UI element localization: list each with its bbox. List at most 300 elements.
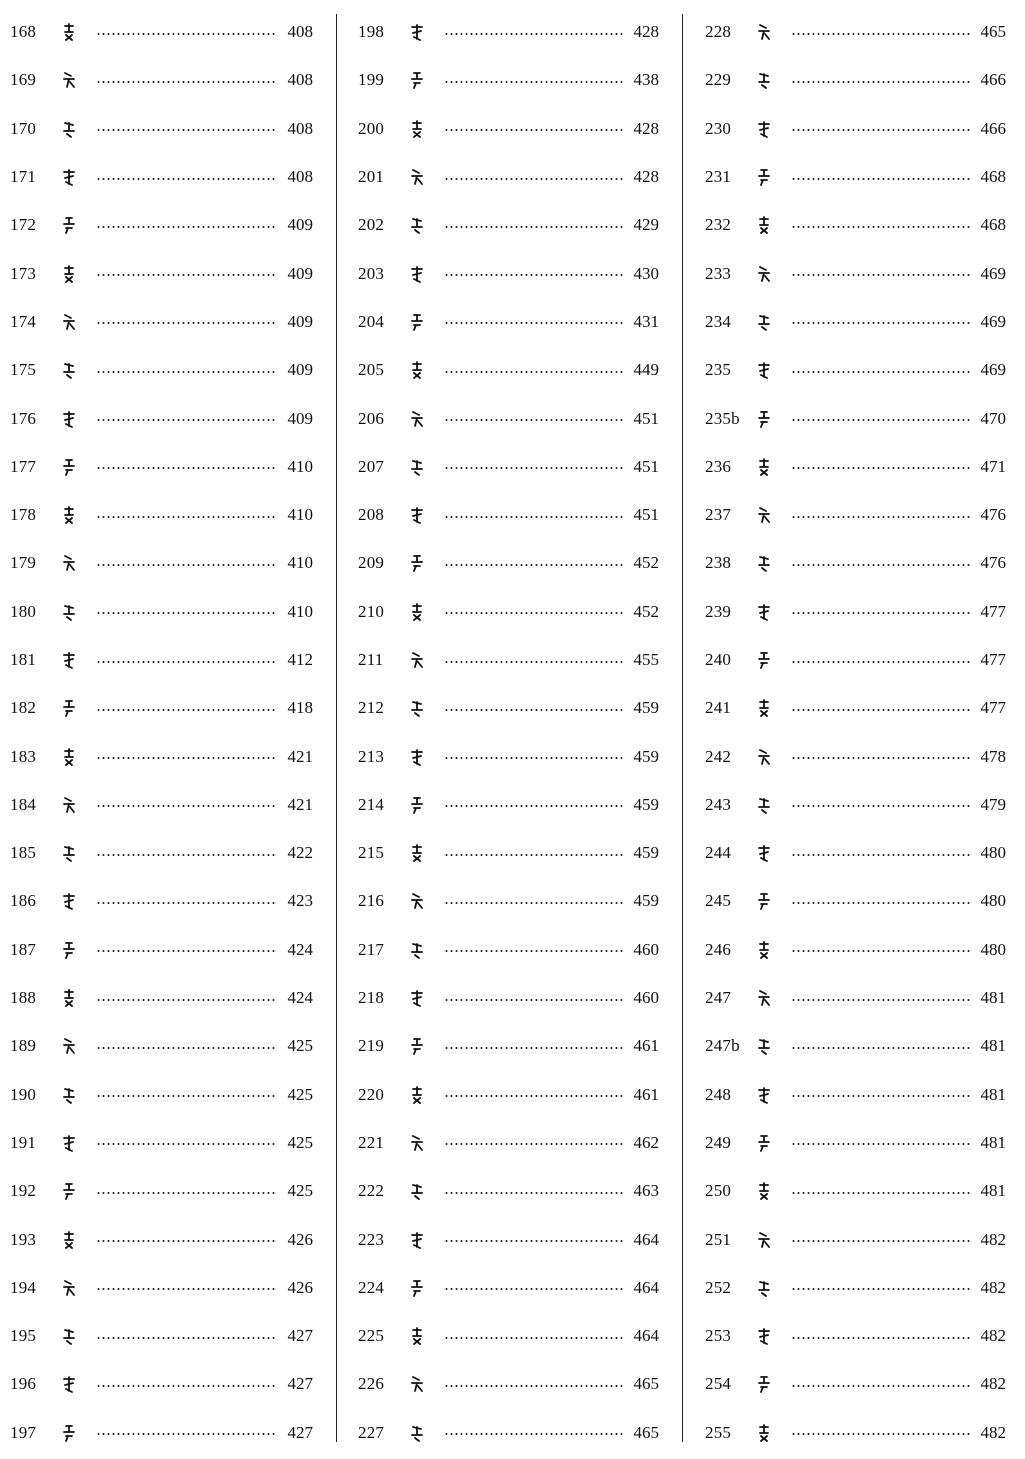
- dot-leader: [96, 33, 277, 35]
- page-number: 462: [633, 1132, 659, 1152]
- page-number: 469: [980, 360, 1006, 380]
- page-number: 409: [287, 263, 313, 283]
- index-entry: [358, 877, 659, 925]
- script-character-icon: [410, 1134, 444, 1152]
- dot-leader: [791, 757, 970, 759]
- entry-number: 236: [705, 456, 732, 476]
- script-character-icon: [757, 892, 791, 910]
- page-number: 428: [633, 118, 659, 138]
- entry-number: 179: [10, 553, 37, 573]
- script-character-icon: [410, 1231, 444, 1249]
- page-number: 482: [980, 1374, 1006, 1394]
- page-number: 481: [980, 1181, 1006, 1201]
- page-number: 451: [633, 505, 659, 525]
- script-character-icon: [410, 216, 444, 234]
- page-number: 461: [633, 1036, 659, 1056]
- index-entry: [358, 249, 659, 297]
- entry-number: 252: [705, 1277, 732, 1297]
- entry-number: 193: [10, 1229, 37, 1249]
- index-entry: [10, 8, 313, 56]
- script-character-icon: [757, 71, 791, 89]
- dot-leader: [444, 1288, 623, 1290]
- script-character-icon: [62, 410, 96, 428]
- dot-leader: [791, 1288, 970, 1290]
- index-entry: [10, 588, 313, 636]
- script-character-icon: [410, 71, 444, 89]
- dot-leader: [96, 81, 277, 83]
- page-number: 464: [633, 1326, 659, 1346]
- page-number: 460: [633, 939, 659, 959]
- script-character-icon: [62, 1037, 96, 1055]
- entry-number: 251: [705, 1229, 732, 1249]
- script-character-icon: [410, 1375, 444, 1393]
- dot-leader: [791, 81, 970, 83]
- index-entry: [358, 443, 659, 491]
- script-character-icon: [62, 313, 96, 331]
- entry-number: 249: [705, 1132, 732, 1152]
- dot-leader: [791, 274, 970, 276]
- entry-number: 247: [705, 988, 732, 1008]
- script-character-icon: [62, 23, 96, 41]
- page-number: 412: [287, 650, 313, 669]
- index-entry: [358, 56, 659, 104]
- entry-number: 208: [358, 505, 385, 525]
- page-number: 430: [633, 263, 659, 283]
- dot-leader: [444, 1095, 623, 1097]
- page-number: 427: [287, 1374, 313, 1394]
- page-number: 418: [287, 698, 313, 718]
- page-number: 482: [980, 1422, 1006, 1442]
- entry-number: 181: [10, 650, 37, 669]
- index-entry: [358, 829, 659, 877]
- column-divider-2: [682, 14, 683, 1442]
- page-number: 482: [980, 1277, 1006, 1297]
- entry-number: 215: [358, 843, 385, 863]
- index-entry: [358, 684, 659, 732]
- page-number: 464: [633, 1277, 659, 1297]
- page-number: 421: [287, 794, 313, 814]
- dot-leader: [791, 1192, 970, 1194]
- index-entry: [705, 974, 1006, 1022]
- script-character-icon: [410, 458, 444, 476]
- dot-leader: [791, 999, 970, 1001]
- index-entry: [705, 781, 1006, 829]
- entry-number: 210: [358, 601, 385, 621]
- index-entry: [705, 1071, 1006, 1119]
- dot-leader: [791, 419, 970, 421]
- page-number: 425: [287, 1084, 313, 1104]
- dot-leader: [96, 950, 277, 952]
- dot-leader: [791, 1047, 970, 1049]
- script-character-icon: [410, 844, 444, 862]
- script-character-icon: [757, 23, 791, 41]
- dot-leader: [791, 805, 970, 807]
- script-character-icon: [62, 892, 96, 910]
- index-entry: [358, 974, 659, 1022]
- script-character-icon: [757, 216, 791, 234]
- script-character-icon: [62, 1134, 96, 1152]
- page-number: 481: [980, 1084, 1006, 1104]
- dot-leader: [791, 854, 970, 856]
- entry-number: 201: [358, 167, 385, 187]
- script-character-icon: [410, 941, 444, 959]
- index-entry: [705, 539, 1006, 587]
- entry-number: 172: [10, 215, 37, 235]
- page-number: 422: [287, 843, 313, 863]
- script-character-icon: [410, 265, 444, 283]
- entry-number: 245: [705, 891, 732, 911]
- dot-leader: [791, 467, 970, 469]
- index-entry: [705, 732, 1006, 780]
- script-character-icon: [410, 1037, 444, 1055]
- page-number: 468: [980, 167, 1006, 187]
- entry-number: 184: [10, 794, 37, 814]
- script-character-icon: [757, 651, 791, 669]
- index-entry: [705, 105, 1006, 153]
- entry-number: 226: [358, 1374, 385, 1394]
- index-entry: [358, 1215, 659, 1263]
- dot-leader: [444, 1385, 623, 1387]
- page-number: 452: [633, 601, 659, 621]
- page-number: 480: [980, 843, 1006, 863]
- page-number: 481: [980, 1132, 1006, 1152]
- script-character-icon: [62, 1327, 96, 1345]
- dot-leader: [791, 902, 970, 904]
- entry-number: 198: [358, 22, 385, 42]
- page-number: 463: [633, 1181, 659, 1201]
- entry-number: 220: [358, 1084, 385, 1104]
- page-number: 477: [980, 650, 1006, 669]
- index-entry: [358, 539, 659, 587]
- page-number: 459: [633, 843, 659, 863]
- index-entry: [10, 974, 313, 1022]
- entry-number: 186: [10, 891, 37, 911]
- dot-leader: [444, 854, 623, 856]
- entry-number: 218: [358, 988, 385, 1008]
- entry-number: 227: [358, 1422, 385, 1442]
- script-character-icon: [62, 71, 96, 89]
- index-entry: [358, 1071, 659, 1119]
- dot-leader: [96, 1385, 277, 1387]
- index-entry: [10, 1215, 313, 1263]
- entry-number: 253: [705, 1326, 732, 1346]
- page-number: 451: [633, 456, 659, 476]
- index-entry: [10, 346, 313, 394]
- page-number: 427: [287, 1422, 313, 1442]
- page-number: 425: [287, 1132, 313, 1152]
- script-character-icon: [757, 941, 791, 959]
- entry-number: 171: [10, 167, 37, 187]
- index-entry: [10, 1360, 313, 1408]
- script-character-icon: [410, 410, 444, 428]
- dot-leader: [96, 129, 277, 131]
- entry-number: 205: [358, 360, 385, 380]
- entry-number: 209: [358, 553, 385, 573]
- dot-leader: [444, 757, 623, 759]
- page-number: 459: [633, 746, 659, 766]
- entry-number: 239: [705, 601, 732, 621]
- entry-number: 248: [705, 1084, 732, 1104]
- entry-number: 207: [358, 456, 385, 476]
- page-number: 408: [287, 22, 313, 42]
- script-character-icon: [62, 1086, 96, 1104]
- dot-leader: [96, 1192, 277, 1194]
- index-entry: [358, 732, 659, 780]
- entry-number: 225: [358, 1326, 385, 1346]
- entry-number: 233: [705, 263, 732, 283]
- dot-leader: [791, 1143, 970, 1145]
- index-entry: [705, 588, 1006, 636]
- page-number: 421: [287, 746, 313, 766]
- script-character-icon: [757, 1134, 791, 1152]
- entry-number: 240: [705, 650, 732, 669]
- entry-number: 182: [10, 698, 37, 718]
- dot-leader: [96, 274, 277, 276]
- dot-leader: [444, 371, 623, 373]
- script-character-icon: [62, 748, 96, 766]
- dot-leader: [96, 854, 277, 856]
- page-number: 460: [633, 988, 659, 1008]
- index-entry: [10, 105, 313, 153]
- index-entry: [705, 829, 1006, 877]
- entry-number: 232: [705, 215, 732, 235]
- entry-number: 242: [705, 746, 732, 766]
- page-number: 449: [633, 360, 659, 380]
- script-character-icon: [757, 989, 791, 1007]
- index-entry: [10, 56, 313, 104]
- script-character-icon: [410, 603, 444, 621]
- entry-number: 231: [705, 167, 732, 187]
- entry-number: 216: [358, 891, 385, 911]
- dot-leader: [96, 902, 277, 904]
- dot-leader: [444, 1433, 623, 1435]
- dot-leader: [444, 950, 623, 952]
- page-number: 466: [980, 70, 1006, 90]
- entry-number: 169: [10, 70, 37, 90]
- index-entry: [705, 1119, 1006, 1167]
- dot-leader: [96, 612, 277, 614]
- script-character-icon: [62, 1375, 96, 1393]
- dot-leader: [444, 902, 623, 904]
- index-entry: [10, 201, 313, 249]
- page-number: 480: [980, 891, 1006, 911]
- page-number: 482: [980, 1229, 1006, 1249]
- page-number: 464: [633, 1229, 659, 1249]
- page-number: 459: [633, 891, 659, 911]
- index-entry: [358, 1312, 659, 1360]
- entry-number: 244: [705, 843, 732, 863]
- index-entry: [10, 877, 313, 925]
- dot-leader: [791, 178, 970, 180]
- script-character-icon: [757, 603, 791, 621]
- script-character-icon: [62, 651, 96, 669]
- dot-leader: [791, 322, 970, 324]
- index-entry: [358, 105, 659, 153]
- dot-leader: [444, 612, 623, 614]
- page-number: 425: [287, 1181, 313, 1201]
- entry-number: 228: [705, 22, 732, 42]
- entry-number: 238: [705, 553, 732, 573]
- script-character-icon: [62, 265, 96, 283]
- script-character-icon: [757, 1037, 791, 1055]
- page-number: 426: [287, 1277, 313, 1297]
- dot-leader: [444, 805, 623, 807]
- dot-leader: [444, 1192, 623, 1194]
- page-number: 465: [633, 1374, 659, 1394]
- page-number: 481: [980, 988, 1006, 1008]
- index-entry: [358, 1167, 659, 1215]
- index-entry: [10, 1312, 313, 1360]
- dot-leader: [444, 516, 623, 518]
- index-column-2: [358, 8, 659, 1457]
- entry-number: 200: [358, 118, 385, 138]
- page-number: 480: [980, 939, 1006, 959]
- dot-leader: [791, 516, 970, 518]
- page-number: 468: [980, 215, 1006, 235]
- entry-number: 203: [358, 263, 385, 283]
- index-entry: [705, 394, 1006, 442]
- page-number: 469: [980, 311, 1006, 331]
- script-character-icon: [410, 554, 444, 572]
- script-character-icon: [410, 361, 444, 379]
- script-character-icon: [757, 1327, 791, 1345]
- index-entry: [358, 1022, 659, 1070]
- page-number: 408: [287, 167, 313, 187]
- page-number: 477: [980, 601, 1006, 621]
- entry-number: 235b: [705, 408, 740, 428]
- script-character-icon: [62, 796, 96, 814]
- script-character-icon: [62, 989, 96, 1007]
- script-character-icon: [757, 1279, 791, 1297]
- dot-leader: [444, 1240, 623, 1242]
- dot-leader: [96, 467, 277, 469]
- index-entry: [705, 1360, 1006, 1408]
- dot-leader: [791, 1095, 970, 1097]
- dot-leader: [444, 81, 623, 83]
- entry-number: 176: [10, 408, 37, 428]
- page-number: 409: [287, 360, 313, 380]
- dot-leader: [444, 178, 623, 180]
- dot-leader: [96, 1143, 277, 1145]
- dot-leader: [96, 1288, 277, 1290]
- script-character-icon: [62, 603, 96, 621]
- dot-leader: [96, 1095, 277, 1097]
- dot-leader: [96, 999, 277, 1001]
- dot-leader: [791, 1433, 970, 1435]
- dot-leader: [791, 612, 970, 614]
- index-entry: [10, 249, 313, 297]
- script-character-icon: [757, 1086, 791, 1104]
- script-character-icon: [410, 1182, 444, 1200]
- page-number: 410: [287, 456, 313, 476]
- index-entry: [358, 1119, 659, 1167]
- entry-number: 224: [358, 1277, 385, 1297]
- entry-number: 217: [358, 939, 385, 959]
- script-character-icon: [757, 265, 791, 283]
- page-number: 481: [980, 1036, 1006, 1056]
- entry-number: 237: [705, 505, 732, 525]
- entry-number: 199: [358, 70, 385, 90]
- entry-number: 177: [10, 456, 37, 476]
- index-entry: [705, 249, 1006, 297]
- dot-leader: [444, 33, 623, 35]
- entry-number: 246: [705, 939, 732, 959]
- dot-leader: [444, 1143, 623, 1145]
- page-number: 465: [633, 1422, 659, 1442]
- script-character-icon: [757, 554, 791, 572]
- entry-number: 202: [358, 215, 385, 235]
- script-character-icon: [410, 1327, 444, 1345]
- index-entry: [705, 443, 1006, 491]
- entry-number: 211: [358, 650, 384, 669]
- dot-leader: [96, 757, 277, 759]
- script-character-icon: [62, 1231, 96, 1249]
- entry-number: 183: [10, 746, 37, 766]
- index-entry: [705, 346, 1006, 394]
- script-character-icon: [62, 554, 96, 572]
- script-character-icon: [62, 458, 96, 476]
- dot-leader: [96, 1047, 277, 1049]
- page-number: 410: [287, 553, 313, 573]
- script-character-icon: [757, 699, 791, 717]
- index-entry: [10, 394, 313, 442]
- script-character-icon: [410, 796, 444, 814]
- dot-leader: [791, 1240, 970, 1242]
- entry-number: 168: [10, 22, 37, 42]
- script-character-icon: [410, 748, 444, 766]
- script-character-icon: [410, 1279, 444, 1297]
- index-entry: [10, 1167, 313, 1215]
- page-number: 428: [633, 22, 659, 42]
- dot-leader: [444, 274, 623, 276]
- entry-number: 178: [10, 505, 37, 525]
- script-character-icon: [410, 699, 444, 717]
- page-number: 459: [633, 698, 659, 718]
- dot-leader: [96, 805, 277, 807]
- entry-number: 212: [358, 698, 385, 718]
- entry-number: 213: [358, 746, 385, 766]
- script-character-icon: [410, 120, 444, 138]
- page-number: 451: [633, 408, 659, 428]
- script-character-icon: [410, 651, 444, 669]
- index-entry: [10, 1119, 313, 1167]
- entry-number: 192: [10, 1181, 37, 1201]
- page-number: 455: [633, 650, 659, 669]
- index-entry: [705, 1167, 1006, 1215]
- script-character-icon: [410, 1424, 444, 1442]
- entry-number: 188: [10, 988, 37, 1008]
- dot-leader: [791, 371, 970, 373]
- index-column-1: [10, 8, 313, 1457]
- page-number: 409: [287, 408, 313, 428]
- page-number: 466: [980, 118, 1006, 138]
- dot-leader: [96, 1433, 277, 1435]
- script-character-icon: [757, 796, 791, 814]
- index-entry: [10, 781, 313, 829]
- dot-leader: [96, 516, 277, 518]
- entry-number: 185: [10, 843, 37, 863]
- index-entry: [358, 1360, 659, 1408]
- dot-leader: [96, 661, 277, 663]
- index-entry: [705, 636, 1006, 684]
- entry-number: 196: [10, 1374, 37, 1394]
- page-number: 476: [980, 553, 1006, 573]
- index-entry: [358, 926, 659, 974]
- script-character-icon: [757, 1424, 791, 1442]
- entry-number: 206: [358, 408, 385, 428]
- entry-number: 174: [10, 311, 37, 331]
- dot-leader: [96, 709, 277, 711]
